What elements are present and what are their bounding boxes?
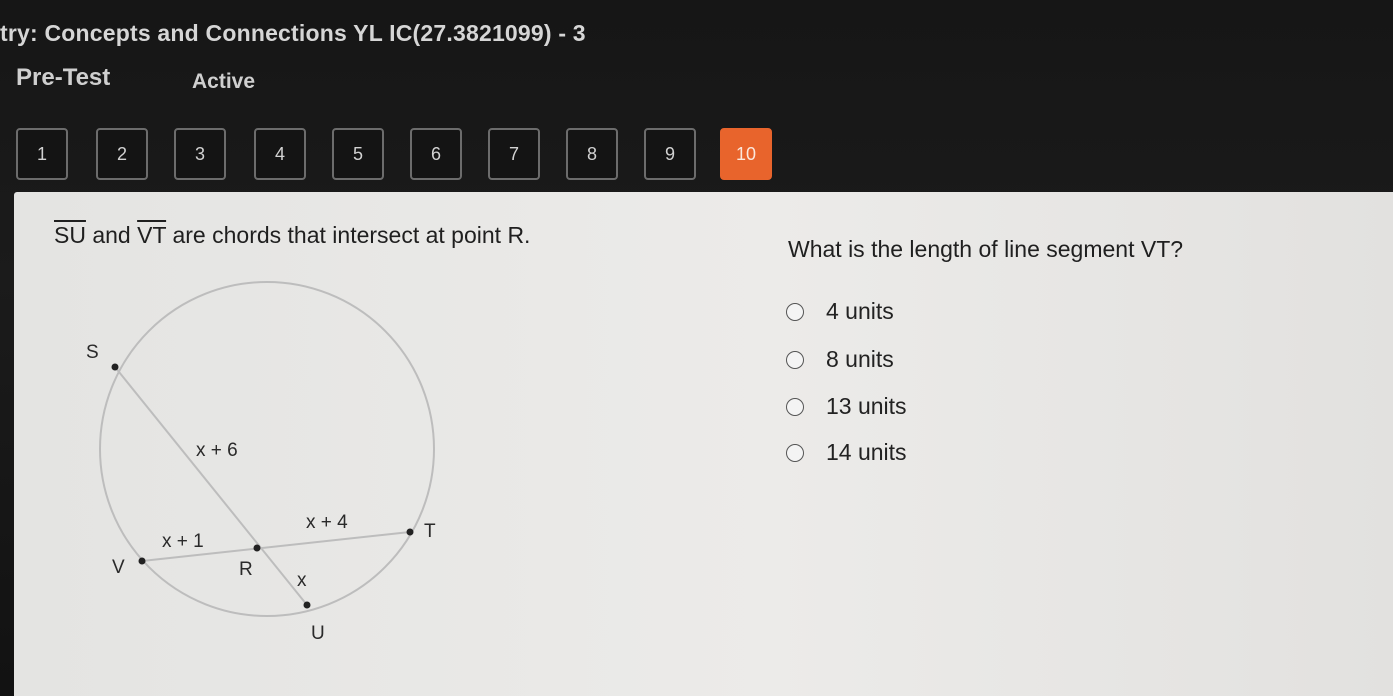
question-nav-2[interactable]: 2: [96, 128, 148, 180]
question-nav-10[interactable]: 10: [720, 128, 772, 180]
radio-button[interactable]: [786, 303, 804, 321]
question-nav-5[interactable]: 5: [332, 128, 384, 180]
section-label: Pre-Test: [16, 64, 111, 91]
answer-option-label: 4 units: [826, 298, 894, 324]
answer-option-1[interactable]: [786, 298, 894, 325]
chord-su-line: [115, 367, 307, 605]
label-v: V: [112, 557, 125, 578]
label-segment-sr: x + 6: [196, 440, 238, 461]
answer-option-3[interactable]: [786, 393, 907, 420]
status-label: Active: [192, 70, 256, 93]
chord-su: $\overline{SU}$: [54, 222, 86, 248]
question-nav-9[interactable]: 9: [644, 128, 696, 180]
radio-button[interactable]: [786, 351, 804, 369]
stem-rest: are chords that intersect at point R.: [172, 222, 531, 248]
point-s: [112, 364, 119, 371]
question-nav-8[interactable]: 8: [566, 128, 618, 180]
question-nav-3[interactable]: 3: [174, 128, 226, 180]
chord-vt: $\overline{VT}$: [137, 222, 167, 248]
point-r: [254, 545, 261, 552]
label-r: R: [239, 559, 253, 580]
circle-outline: [100, 282, 434, 616]
question-panel: [14, 192, 1393, 696]
radio-button[interactable]: [786, 398, 804, 416]
label-s: S: [86, 342, 99, 363]
label-segment-ru: x: [297, 570, 307, 591]
question-nav-7[interactable]: 7: [488, 128, 540, 180]
point-t: [407, 529, 414, 536]
point-v: [139, 558, 146, 565]
answer-option-label: 14 units: [826, 439, 907, 465]
label-segment-rt: x + 4: [306, 512, 348, 533]
question-prompt: What is the length of line segment VT?: [788, 236, 1184, 262]
question-nav-4[interactable]: 4: [254, 128, 306, 180]
point-u: [304, 602, 311, 609]
label-t: T: [424, 521, 436, 542]
answer-option-label: 13 units: [826, 393, 907, 419]
activity-title: try: Concepts and Connections YL IC(27.3821099) - 3: [0, 20, 586, 46]
label-u: U: [311, 623, 325, 644]
question-nav-1[interactable]: 1: [16, 128, 68, 180]
answer-option-label: 8 units: [826, 346, 894, 372]
answer-option-2[interactable]: [786, 346, 894, 373]
stem-and: and: [92, 222, 131, 248]
question-nav-6[interactable]: 6: [410, 128, 462, 180]
answer-option-4[interactable]: [786, 439, 907, 466]
circle-chords-diagram: [14, 192, 534, 696]
radio-button[interactable]: [786, 444, 804, 462]
label-segment-vr: x + 1: [162, 531, 204, 552]
